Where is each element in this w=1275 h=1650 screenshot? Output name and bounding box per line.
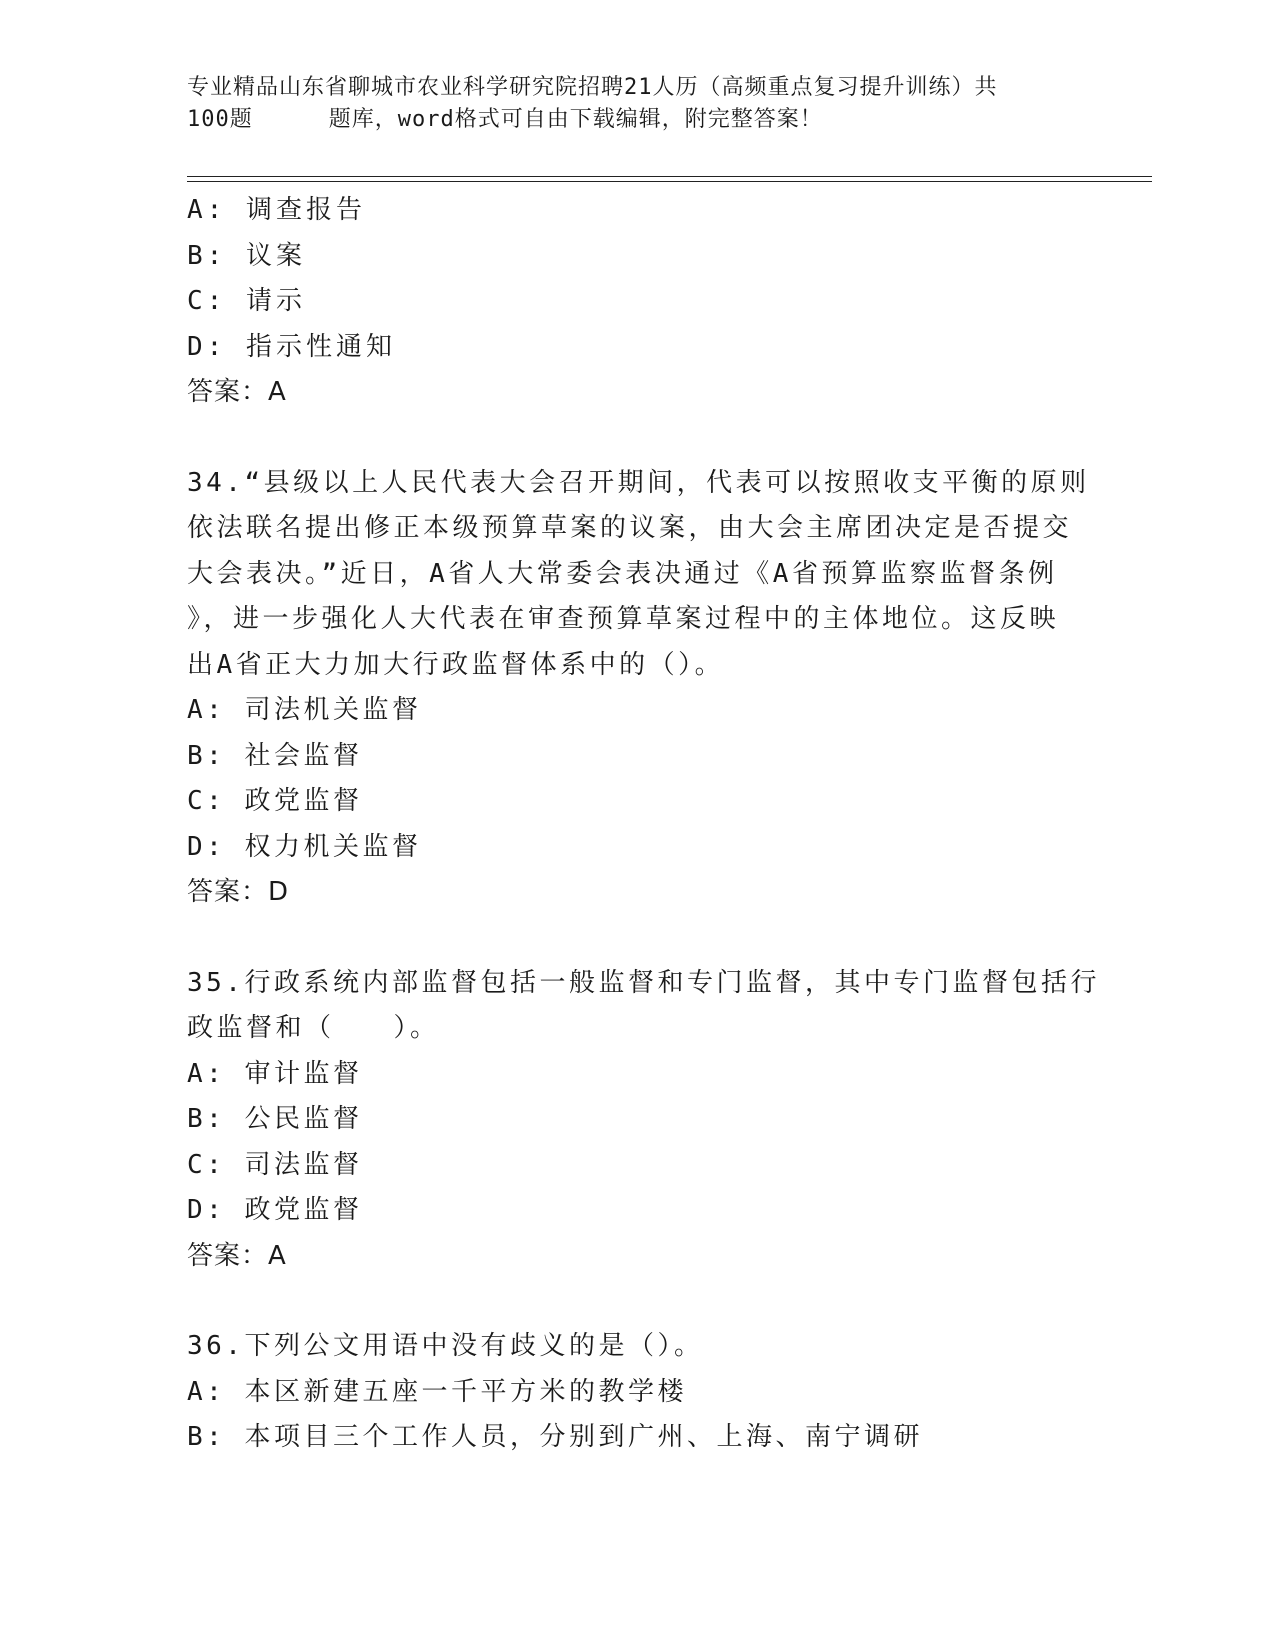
question-text-line: 35.行政系统内部监督包括一般监督和专门监督，其中专门监督包括行 — [187, 967, 1100, 998]
question-text-line: 34.“县级以上人民代表大会召开期间，代表可以按照收支平衡的原则 — [187, 467, 1090, 498]
option-d: D: 指示性通知 — [187, 331, 396, 362]
header-question-count: 100题 — [187, 107, 253, 132]
option-d: D: 政党监督 — [187, 1195, 363, 1225]
answer-line: 答案：A — [187, 1240, 287, 1271]
question-text-line: 政监督和（ ）。 — [187, 1013, 440, 1043]
option-c: C: 司法监督 — [187, 1149, 363, 1180]
header-divider-top — [187, 176, 1152, 177]
option-a: A: 本区新建五座一千平方米的教学楼 — [187, 1376, 687, 1407]
option-c: C: 政党监督 — [187, 786, 363, 816]
option-a: A: 审计监督 — [187, 1058, 363, 1089]
option-a: A: 司法机关监督 — [187, 695, 422, 725]
header-line-2 — [187, 104, 1067, 136]
question-text-line: 出A省正大力加大行政监督体系中的（）。 — [187, 649, 725, 680]
question-text-line: 》，进一步强化人大代表在审查预算草案过程中的主体地位。这反映 — [187, 604, 1060, 634]
question-33-tail — [187, 188, 1087, 416]
option-a: A: 调查报告 — [187, 195, 366, 225]
document-header — [187, 72, 1067, 136]
answer-line: 答案：D — [187, 877, 290, 907]
option-b: B: 议案 — [187, 240, 306, 271]
header-description: 题库，word格式可自由下载编辑，附完整答案！ — [328, 107, 823, 132]
question-34 — [187, 461, 1090, 916]
question-35 — [187, 961, 1100, 1280]
header-line-1: 专业精品山东省聊城市农业科学研究院招聘21人历（高频重点复习提升训练）共 — [187, 75, 998, 100]
option-d: D: 权力机关监督 — [187, 831, 422, 862]
answer-line: 答案：A — [187, 377, 287, 407]
question-text-line: 36.下列公文用语中没有歧义的是（）。 — [187, 1331, 704, 1361]
option-b: B: 本项目三个工作人员，分别到广州、上海、南宁调研 — [187, 1422, 923, 1452]
option-c: C: 请示 — [187, 286, 306, 316]
option-b: B: 公民监督 — [187, 1104, 363, 1134]
option-b: B: 社会监督 — [187, 740, 363, 771]
question-text-line: 依法联名提出修正本级预算草案的议案，由大会主席团决定是否提交 — [187, 513, 1073, 543]
question-text-line: 大会表决。”近日，A省人大常委会表决通过《A省预算监察监督条例 — [187, 558, 1058, 589]
header-divider-bottom — [187, 181, 1152, 182]
document-body — [187, 188, 1100, 1461]
question-36 — [187, 1324, 1087, 1461]
